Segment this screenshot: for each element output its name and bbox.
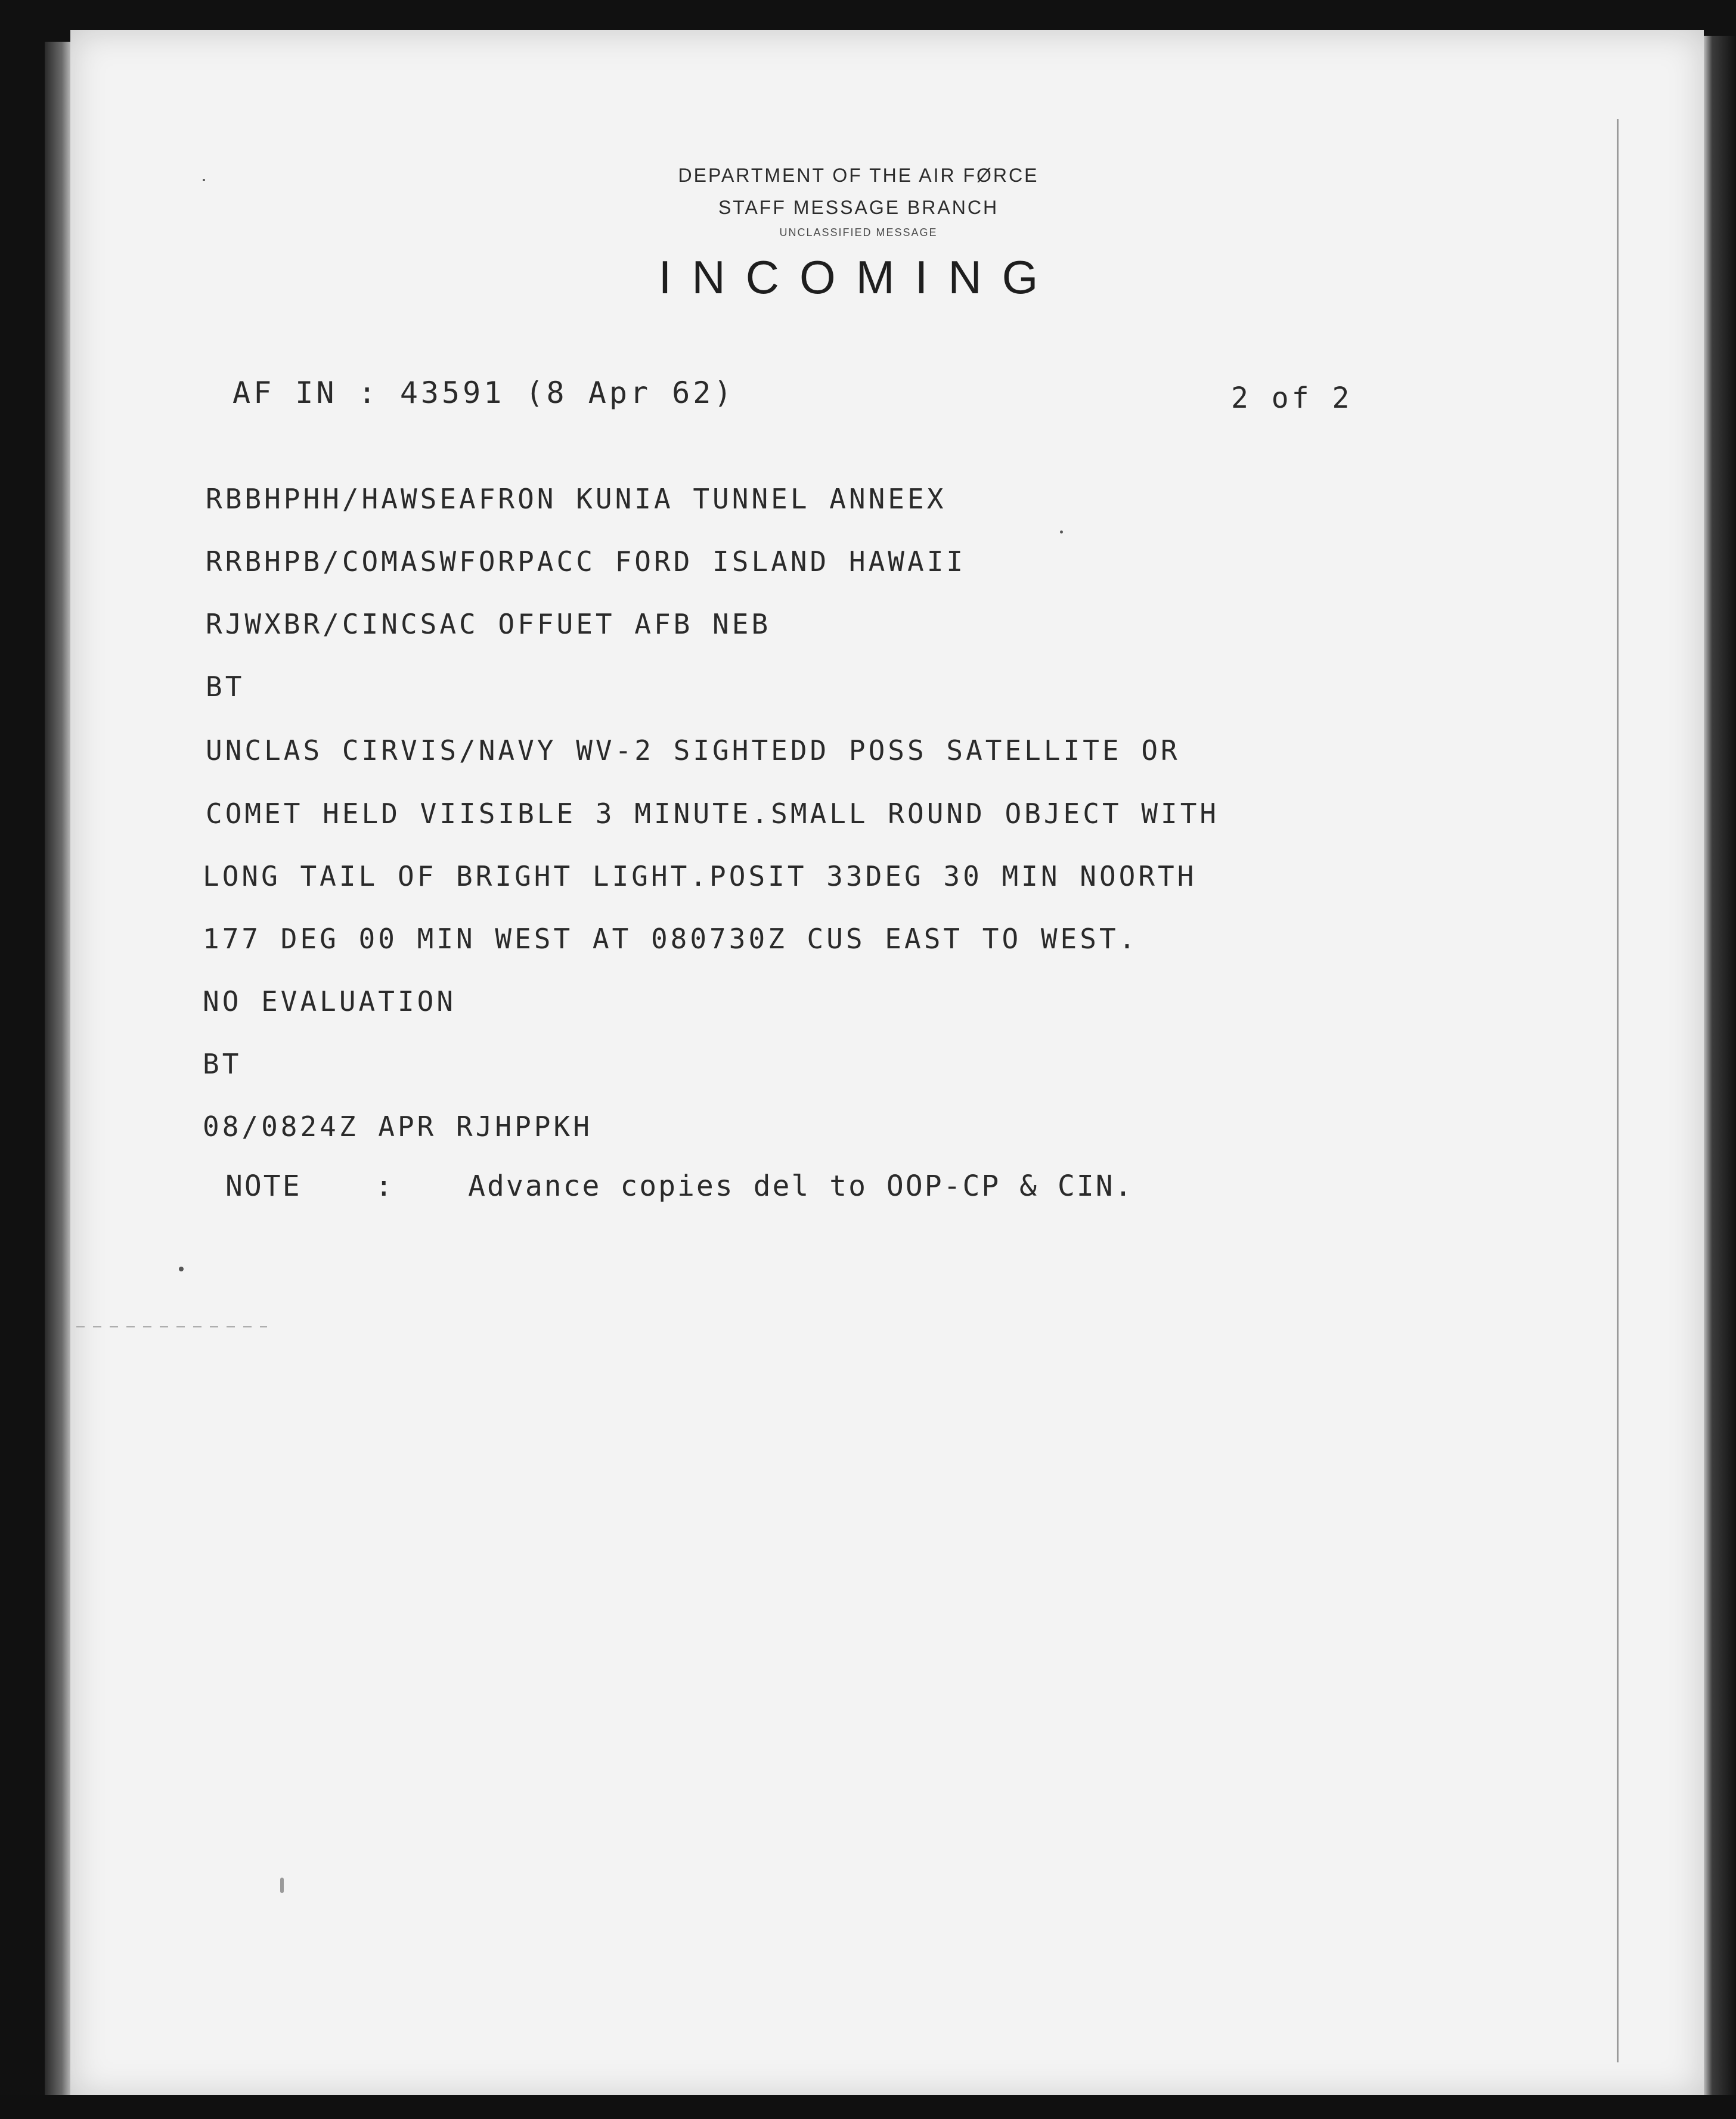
scan-speck bbox=[179, 1267, 184, 1271]
form-right-rule bbox=[1617, 119, 1619, 2062]
scan-bottom-edge bbox=[0, 2095, 1736, 2119]
scan-left-edge bbox=[45, 42, 73, 2104]
body-line: UNCLAS CIRVIS/NAVY WV-2 SIGHTEDD POSS SATELLITE OR bbox=[206, 734, 1180, 767]
body-line: 177 DEG 00 MIN WEST AT 080730Z CUS EAST TO WEST. bbox=[203, 923, 1139, 955]
fold-line bbox=[76, 1326, 267, 1327]
scan-speck bbox=[203, 179, 205, 181]
addressee-line: RJWXBR/CINCSAC OFFUET AFB NEB bbox=[206, 608, 771, 640]
note-colon: : bbox=[375, 1169, 395, 1203]
body-line: NO EVALUATION bbox=[203, 985, 457, 1017]
break-marker: BT bbox=[206, 671, 245, 703]
break-marker: BT bbox=[203, 1048, 242, 1080]
page-indicator: 2 of 2 bbox=[1231, 381, 1353, 415]
date-time-group: 08/0824Z APR RJHPPKH bbox=[203, 1110, 593, 1143]
addressee-line: RRBHPB/COMASWFORPACC FORD ISLAND HAWAII bbox=[206, 545, 966, 578]
body-line: LONG TAIL OF BRIGHT LIGHT.POSIT 33DEG 30 MIN NOORTH bbox=[203, 860, 1197, 892]
message-reference: AF IN : 43591 (8 Apr 62) bbox=[232, 376, 735, 410]
scan-speck bbox=[280, 1878, 284, 1893]
scan-right-edge bbox=[1702, 36, 1736, 2110]
addressee-line: RBBHPHH/HAWSEAFRON KUNIA TUNNEL ANNEEX bbox=[206, 483, 947, 515]
note-text: Advance copies del to OOP-CP & CIN. bbox=[468, 1169, 1134, 1203]
scan-speck bbox=[1060, 530, 1063, 533]
note-line bbox=[225, 1169, 1134, 1203]
message-form bbox=[70, 30, 1704, 2098]
body-line: COMET HELD VIISIBLE 3 MINUTE.SMALL ROUND OBJECT WITH bbox=[206, 798, 1220, 830]
note-label: NOTE bbox=[225, 1169, 302, 1203]
